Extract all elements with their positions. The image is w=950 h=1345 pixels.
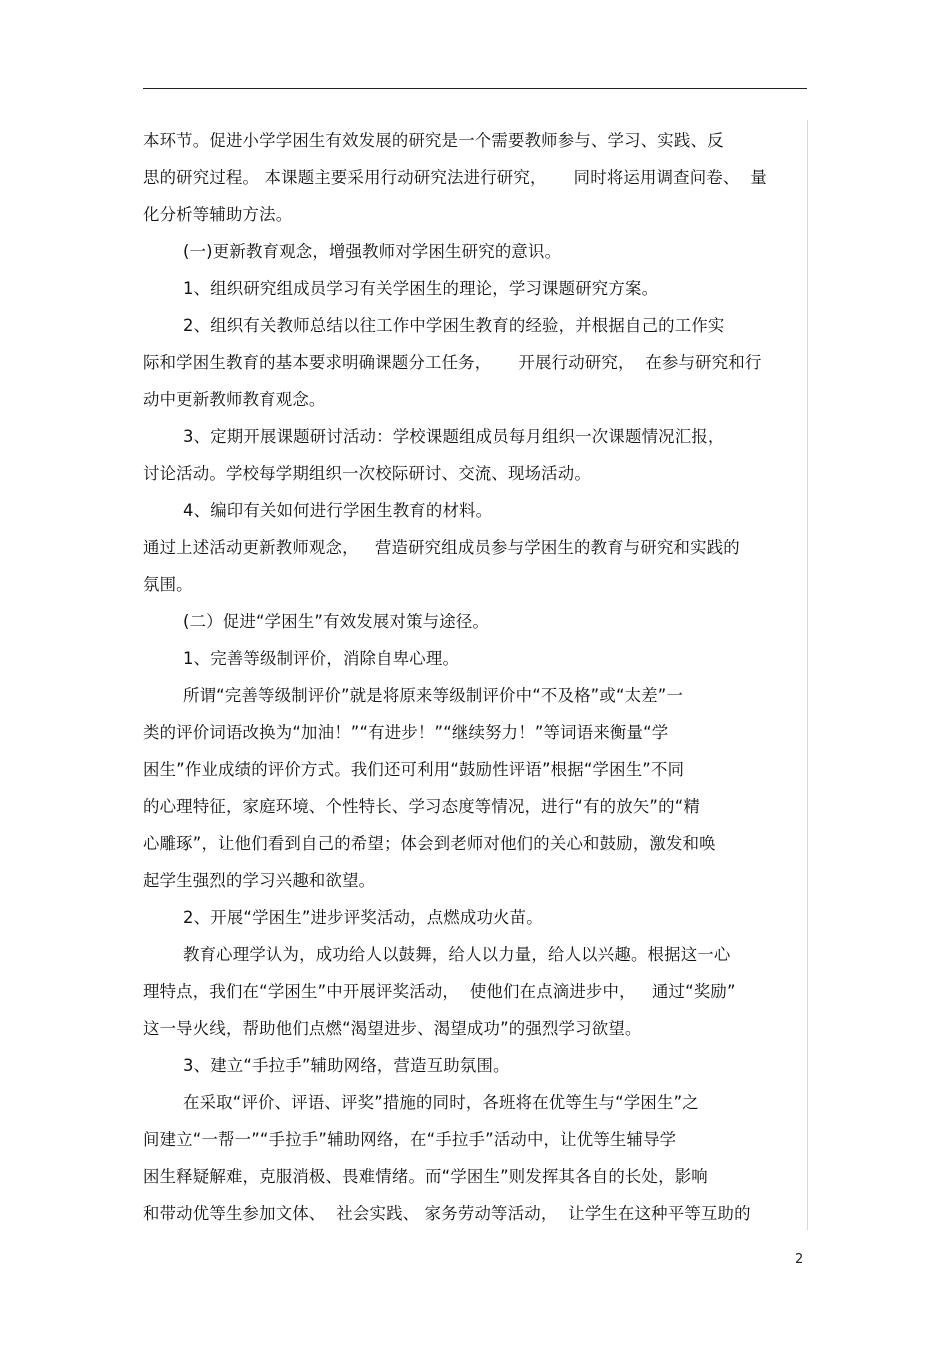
- header-rule: [143, 88, 807, 89]
- text-line: (一)更新教育观念，增强教师对学困生研究的意识。: [183, 242, 562, 261]
- text-line: 化分析等辅助方法。: [143, 205, 293, 224]
- text-line: 氛围。: [143, 575, 193, 594]
- text-line: 3、建立“手拉手”辅助网络，营造互助氛围。: [183, 1056, 510, 1075]
- text-line: 2、开展“学困生”进步评奖活动，点燃成功火苗。: [183, 908, 543, 927]
- text-line: 教育心理学认为，成功给人以鼓舞，给人以力量，给人以兴趣。根据这一心: [183, 945, 731, 964]
- text-line: 3、定期开展课题研讨活动：学校课题组成员每月组织一次课题情况汇报，: [183, 427, 725, 446]
- text-line: 思的研究过程。 本课题主要采用行动研究法进行研究， 同时将运用调查问卷、 量: [143, 168, 767, 187]
- text-line: 间建立“一帮一”“手拉手”辅助网络，在“手拉手”活动中，让优等生辅导学: [143, 1130, 677, 1149]
- text-line: 1、组织研究组成员学习有关学困生的理论，学习课题研究方案。: [183, 279, 659, 298]
- text-line: 所谓“完善等级制评价”就是将原来等级制评价中“不及格”或“太差”一: [183, 686, 684, 705]
- body-text: [143, 120, 808, 1230]
- text-line: 本环节。促进小学学困生有效发展的研究是一个需要教师参与、学习、实践、反: [143, 131, 724, 150]
- text-line: 2、组织有关教师总结以往工作中学困生教育的经验，并根据自己的工作实: [183, 316, 725, 335]
- text-line: 类的评价词语改换为“加油！”“有进步！”“继续努力！”等词语来衡量“学: [143, 723, 669, 742]
- text-line: (二）促进“学困生”有效发展对策与途径。: [183, 612, 490, 631]
- text-line: 这一导火线，帮助他们点燃“渴望进步、渴望成功”的强烈学习欲望。: [143, 1019, 642, 1038]
- text-line: 困生释疑解难，克服消极、畏难情绪。而“学困生”则发挥其各自的长处，影响: [143, 1167, 708, 1186]
- text-line: 通过上述活动更新教师观念， 营造研究组成员参与学困生的教育与研究和实践的: [143, 538, 740, 557]
- text-line: 和带动优等生参加文体、 社会实践、 家务劳动等活动， 让学生在这种平等互助的: [143, 1204, 751, 1223]
- text-line: 4、编印有关如何进行学困生教育的材料。: [183, 501, 493, 520]
- text-line: 起学生强烈的学习兴趣和欲望。: [143, 871, 376, 890]
- text-line: 际和学困生教育的基本要求明确课题分工任务， 开展行动研究， 在参与研究和行: [143, 353, 762, 372]
- text-line: 困生”作业成绩的评价方式。我们还可利用“鼓励性评语”根据“学困生”不同: [143, 760, 685, 779]
- text-line: 的心理特征，家庭环境、个性特长、学习态度等情况，进行“有的放矢”的“精: [143, 797, 700, 816]
- text-line: 在采取“评价、评语、评奖”措施的同时，各班将在优等生与“学困生”之: [183, 1093, 699, 1112]
- text-line: 理特点，我们在“学困生”中开展评奖活动， 使他们在点滴进步中， 通过“奖励”: [143, 982, 736, 1001]
- text-line: 1、完善等级制评价，消除自卑心理。: [183, 649, 460, 668]
- page-number: 2: [795, 1252, 804, 1267]
- text-line: 讨论活动。学校每学期组织一次校际研讨、交流、现场活动。: [143, 464, 591, 483]
- text-line: 心雕琢”，让他们看到自己的希望；体会到老师对他们的关心和鼓励，激发和唤: [143, 834, 716, 853]
- text-line: 动中更新教师教育观念。: [143, 390, 326, 409]
